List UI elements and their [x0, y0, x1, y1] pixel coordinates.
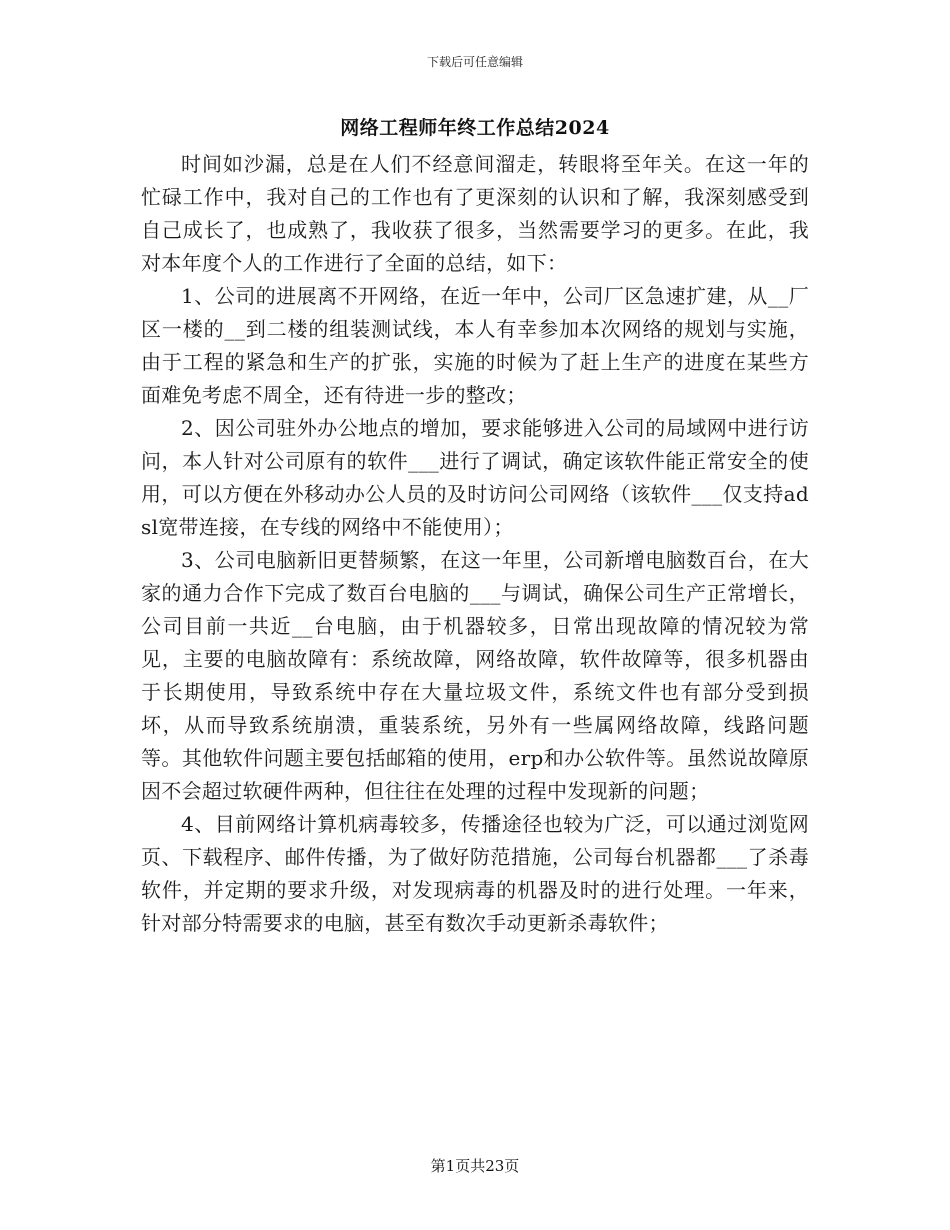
page-number: 第1页共23页 [430, 1157, 520, 1175]
header-note: 下载后可任意编辑 [426, 55, 523, 69]
paragraph-item-4: 4、目前网络计算机病毒较多，传播途径也较为广泛，可以通过浏览网页、下载程序、邮件传播，为了做好防范措施，公司每台机器都___了杀毒软件，并定期的要求升级，对发现病毒的机器及时的进行处理。一年来，针对部分特需要求的电脑，甚至有数次手动更新杀毒软件； [141, 812, 809, 935]
paragraph-intro: 时间如沙漏，总是在人们不经意间溜走，转眼将至年关。在这一年的忙碌工作中，我对自己的工作也有了更深刻的认识和了解，我深刻感受到自己成长了，也成熟了，我收获了很多，当然需要学习的更多。在此，我对本年度个人的工作进行了全面的总结，如下： [141, 152, 809, 275]
document-body [141, 148, 809, 940]
paragraph-item-2: 2、因公司驻外办公地点的增加，要求能够进入公司的局域网中进行访问，本人针对公司原有的软件___进行了调试，确定该软件能正常安全的使用，可以方便在外移动办公人员的及时访问公司网络（该软件___仅支持adsl宽带连接，在专线的网络中不能使用）； [141, 416, 809, 539]
document-title: 网络工程师年终工作总结2024 [340, 117, 610, 139]
paragraph-item-3: 3、公司电脑新旧更替频繁，在这一年里，公司新增电脑数百台，在大家的通力合作下完成了数百台电脑的___与调试，确保公司生产正常增长，公司目前一共近__台电脑，由于机器较多，日常出现故障的情况较为常见，主要的电脑故障有：系统故障，网络故障，软件故障等，很多机器由于长期使用，导致系统中存在大量垃圾文件，系统文件也有部分受到损坏，从而导致系统崩溃，重装系统，另外有一些属网络故障，线路问题等。其他软件问题主要包括邮箱的使用，erp和办公软件等。虽然说故障原因不会超过软硬件两种，但往往在处理的过程中发现新的问题； [141, 548, 809, 803]
paragraph-item-1: 1、公司的进展离不开网络，在近一年中，公司厂区急速扩建，从__厂区一楼的__到二楼的组装测试线，本人有幸参加本次网络的规划与实施，由于工程的紧急和生产的扩张，实施的时候为了赶上生产的进度在某些方面难免考虑不周全，还有待进一步的整改； [141, 284, 809, 407]
